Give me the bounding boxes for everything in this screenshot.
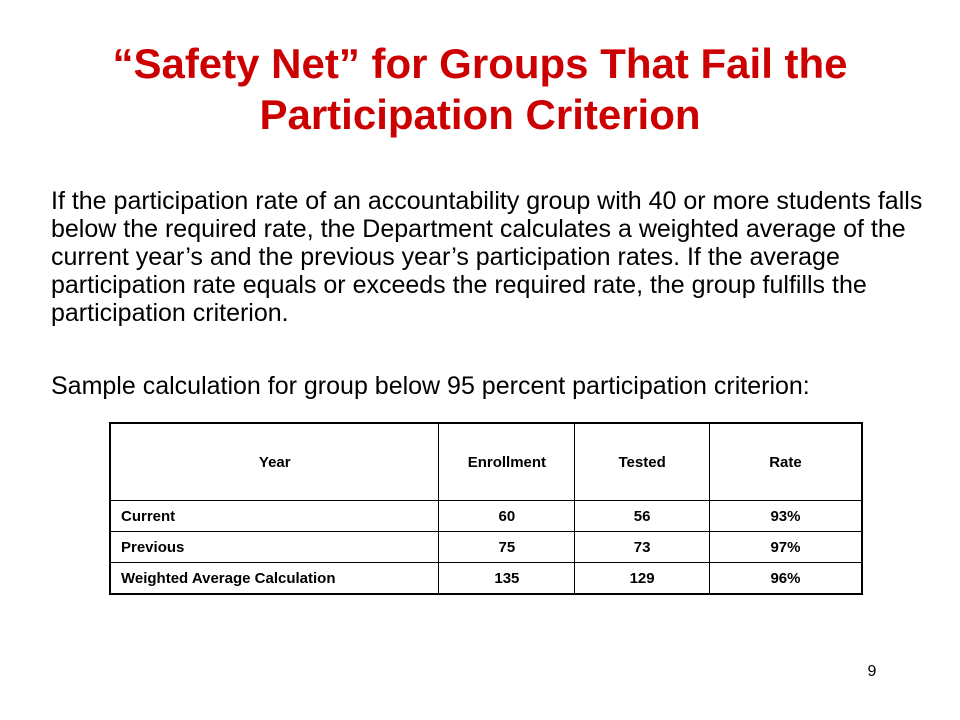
cell-enrollment: 60 bbox=[439, 501, 575, 532]
cell-tested: 56 bbox=[575, 501, 710, 532]
cell-rate: 93% bbox=[709, 501, 862, 532]
header-year: Year bbox=[110, 423, 439, 501]
cell-year: Current bbox=[110, 501, 439, 532]
cell-rate: 96% bbox=[709, 563, 862, 595]
cell-tested: 73 bbox=[575, 532, 710, 563]
cell-year: Weighted Average Calculation bbox=[110, 563, 439, 595]
slide-title: “Safety Net” for Groups That Fail the Participation Criterion bbox=[112, 40, 848, 138]
table-row bbox=[110, 563, 862, 595]
header-tested: Tested bbox=[575, 423, 710, 501]
table-row bbox=[110, 501, 862, 532]
cell-enrollment: 135 bbox=[439, 563, 575, 595]
participation-table bbox=[109, 422, 863, 595]
cell-rate: 97% bbox=[709, 532, 862, 563]
cell-tested: 129 bbox=[575, 563, 710, 595]
header-enrollment: Enrollment bbox=[439, 423, 575, 501]
table-header-row bbox=[110, 423, 862, 501]
main-paragraph: If the participation rate of an accountability group with 40 or more students falls below the required rate, the Department calculates a weighted average of the current year’s and the previous year’s participation rates. If the average participation rate equals or exceeds the required rate, the group fulfills the participation criterion. bbox=[51, 187, 923, 327]
cell-enrollment: 75 bbox=[439, 532, 575, 563]
table-row bbox=[110, 532, 862, 563]
sample-calculation-intro: Sample calculation for group below 95 percent participation criterion: bbox=[51, 372, 810, 400]
page-number: 9 bbox=[867, 663, 877, 680]
header-rate: Rate bbox=[709, 423, 862, 501]
cell-year: Previous bbox=[110, 532, 439, 563]
